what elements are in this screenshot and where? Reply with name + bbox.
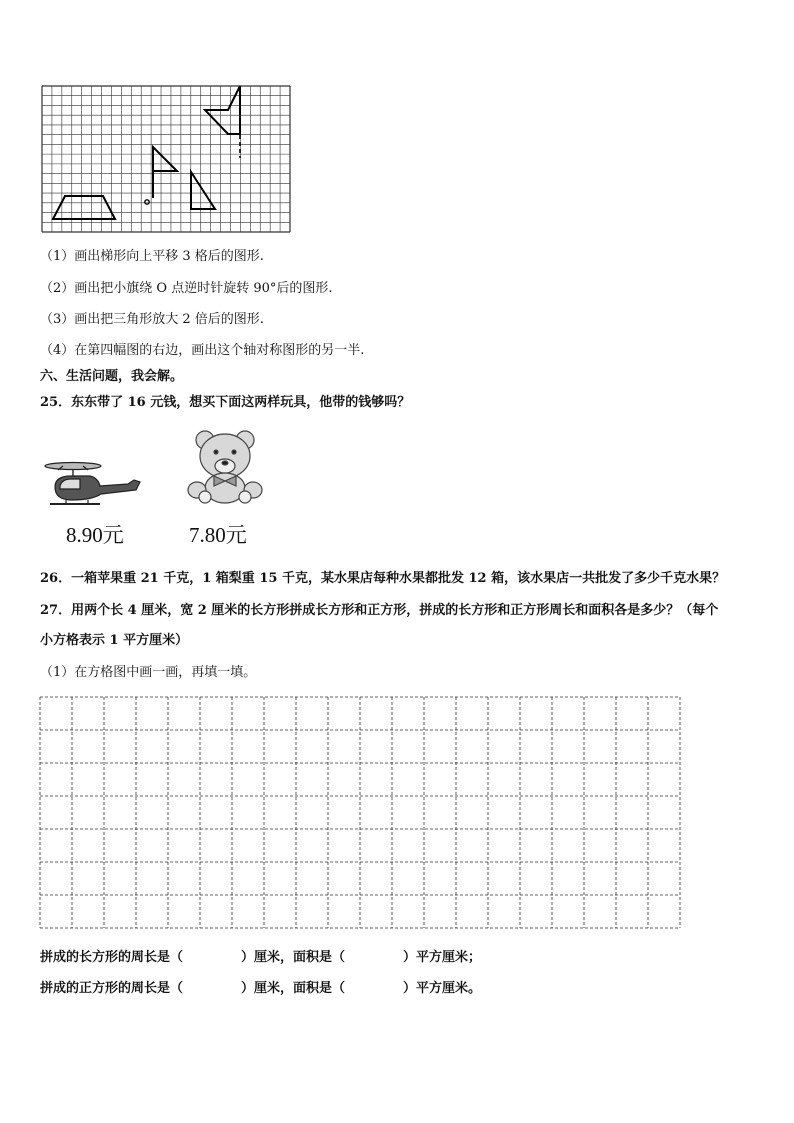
section-six-title: 六、生活问题，我会解。: [40, 369, 184, 384]
answer-rect-label-c: ）平方厘米；: [403, 950, 482, 965]
answer-row-square: [40, 977, 481, 996]
question-26: 26．一箱苹果重 21 千克，1 箱梨重 15 千克，某水果店每种水果都批发 12 箱，该水果店一共批发了多少千克水果？: [40, 571, 726, 586]
question-27-sub1: （1）在方格图中画一画，再填一填。: [40, 665, 257, 680]
teddy-bear-price: 7.80元: [189, 523, 247, 547]
helicopter-price: 8.90元: [66, 523, 124, 547]
question-25: 25．东东带了 16 元钱，想买下面这两样玩具，他带的钱够吗？: [40, 395, 411, 410]
answer-square-label-c: ）平方厘米。: [403, 981, 482, 996]
instruction-3: （3）画出把三角形放大 2 倍后的图形.: [40, 312, 264, 327]
answer-rect-label-a: 拼成的长方形的周长是（: [40, 950, 184, 965]
question-27-line1: 27．用两个长 4 厘米，宽 2 厘米的长方形拼成长方形和正方形，拼成的长方形和正方形周长和面积各是多少？（每个: [40, 603, 719, 618]
answer-square-label-b: ）厘米，面积是（: [241, 981, 346, 996]
answer-square-label-a: 拼成的正方形的周长是（: [40, 981, 184, 996]
question-27-line2: 小方格表示 1 平方厘米）: [40, 633, 189, 648]
answer-rect-label-b: ）厘米，面积是（: [241, 950, 346, 965]
dashed-grid-lines: [40, 697, 680, 928]
instruction-4: （4）在第四幅图的右边，画出这个轴对称图形的另一半.: [40, 343, 365, 358]
instruction-2: （2）画出把小旗绕 O 点逆时针旋转 90°后的图形.: [40, 281, 333, 296]
answer-row-rectangle: [40, 946, 481, 965]
instruction-1: （1）画出梯形向上平移 3 格后的图形.: [40, 249, 264, 264]
